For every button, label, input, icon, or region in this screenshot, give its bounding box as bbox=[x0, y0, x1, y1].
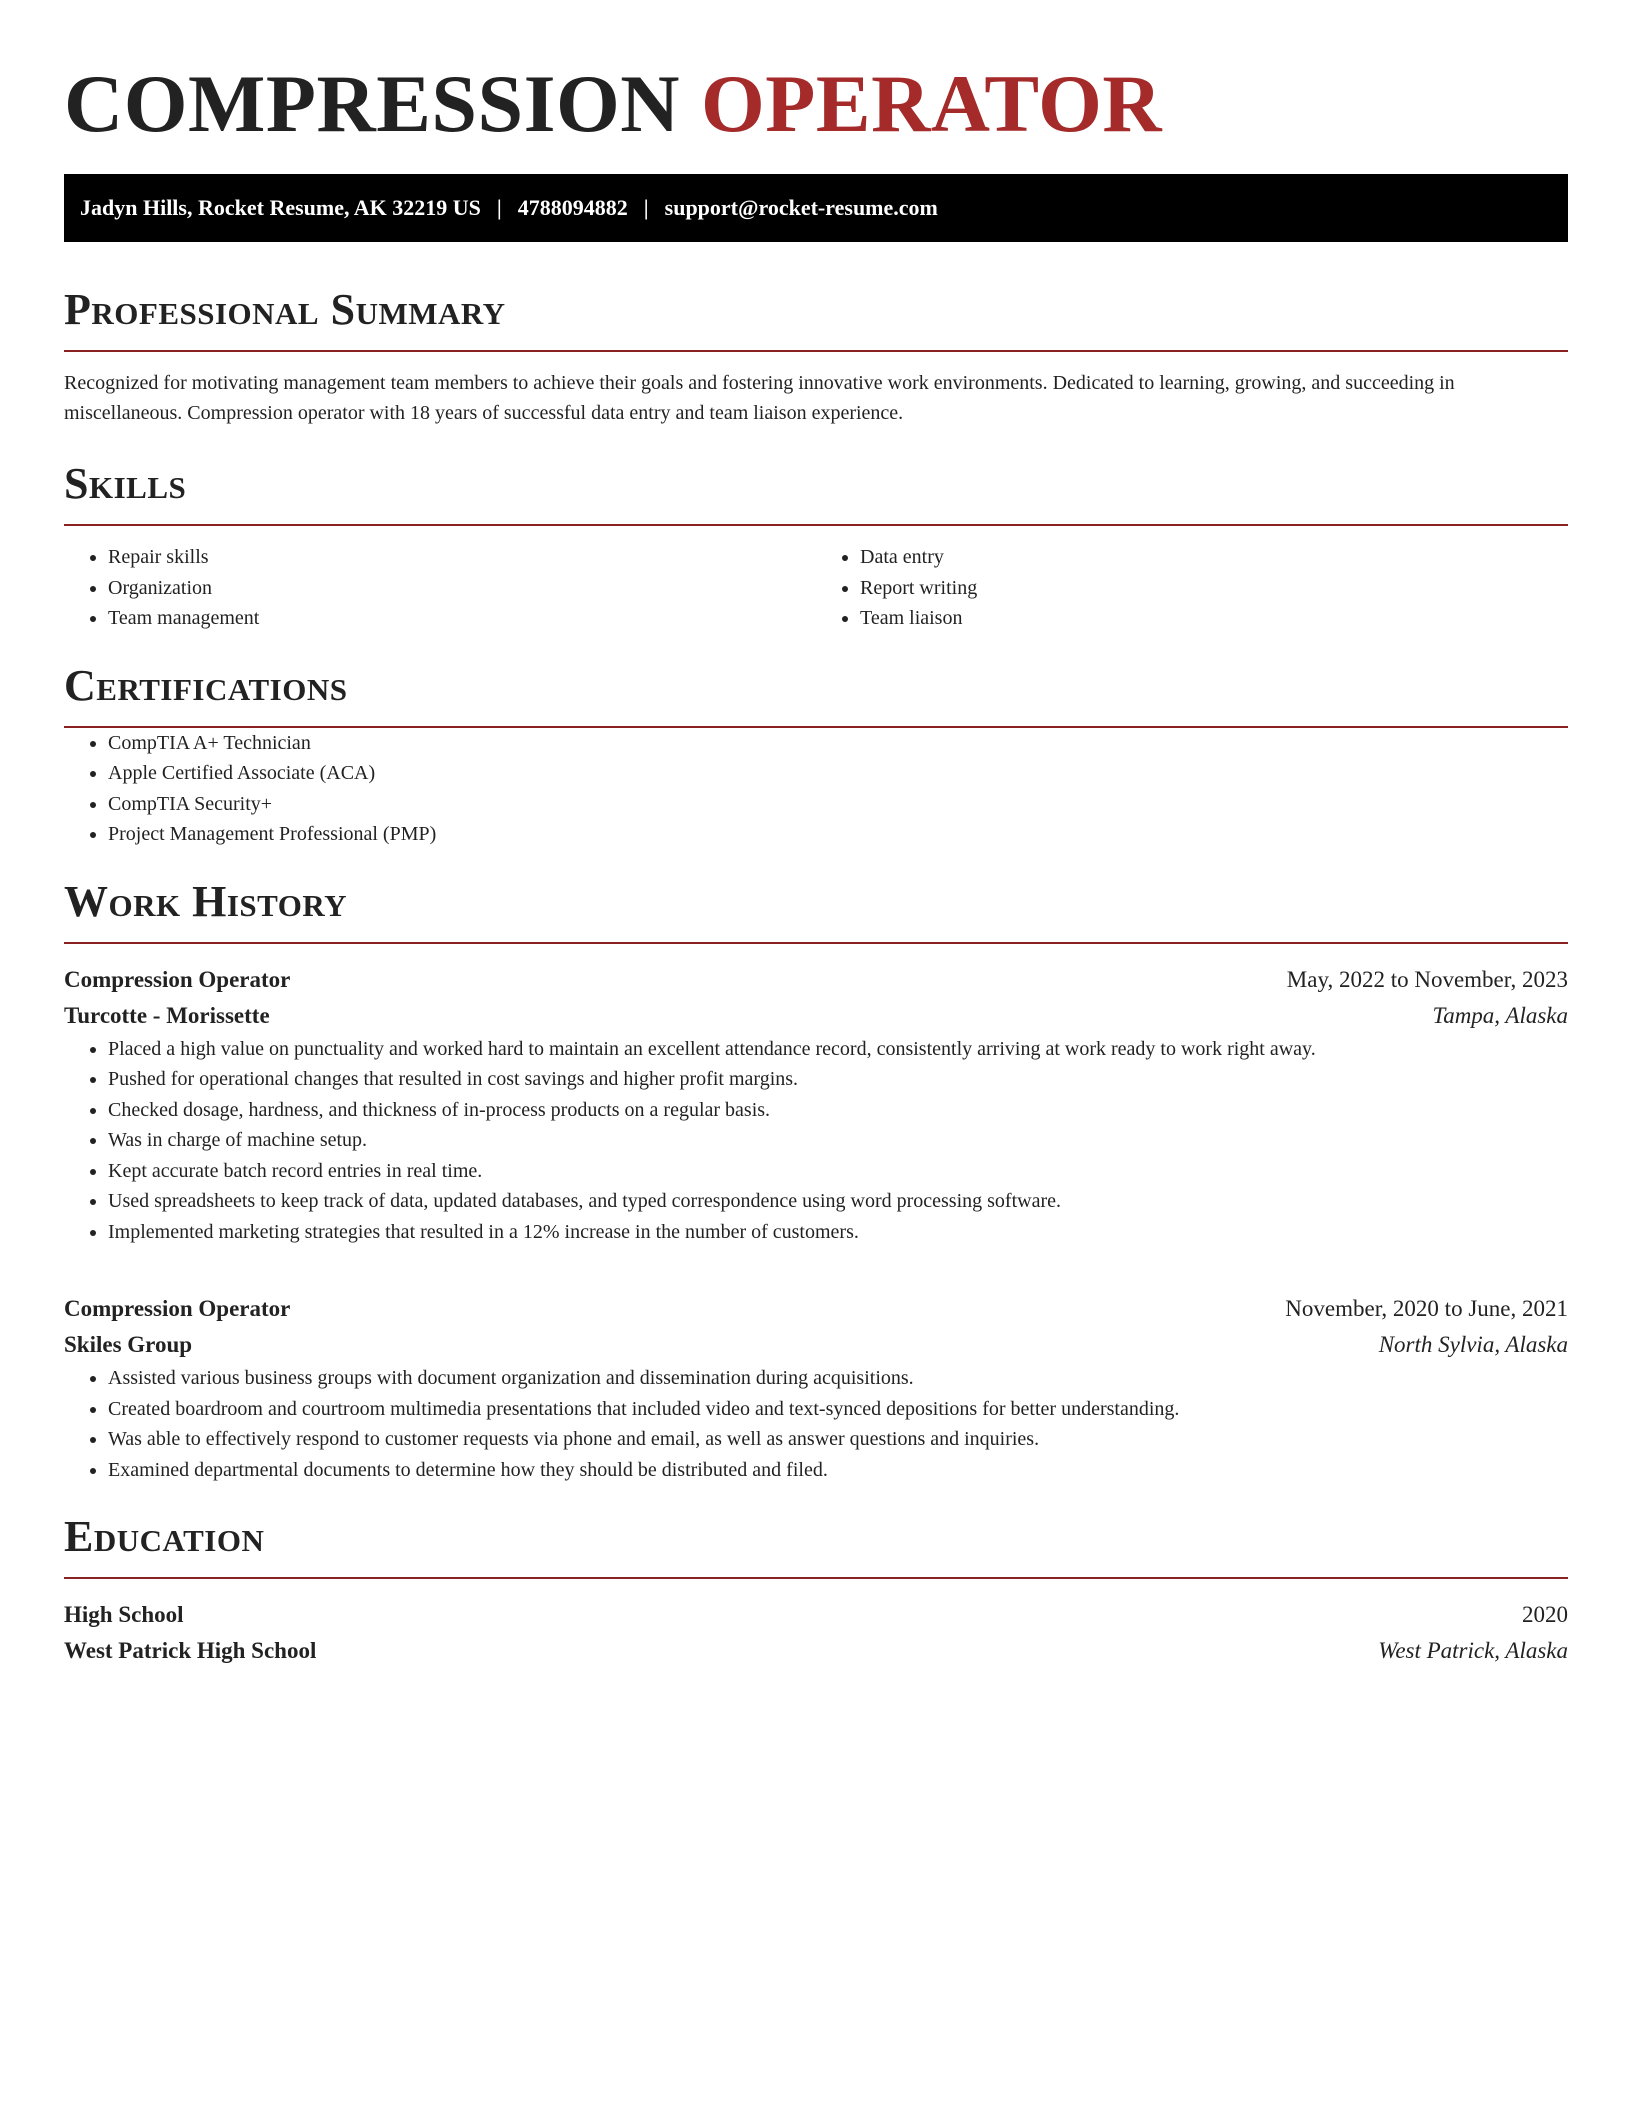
education-heading: Education bbox=[64, 1512, 265, 1561]
job-dates: November, 2020 to June, 2021 bbox=[1285, 1296, 1568, 1321]
job-header-row bbox=[64, 1291, 1568, 1327]
certifications-heading: Certifications bbox=[64, 660, 348, 710]
job-duty: • Created boardroom and courtroom multimedia presentations that included video and text-synced depositions for better understanding. bbox=[108, 1394, 1568, 1425]
education-section bbox=[64, 1511, 1568, 1669]
job-duty: • Used spreadsheets to keep track of data, updated databases, and typed correspondence using word processing software. bbox=[108, 1186, 1568, 1217]
job-company: Skiles Group bbox=[64, 1332, 193, 1357]
job-location: North Sylvia, Alaska bbox=[1378, 1332, 1568, 1357]
contact-address: Jadyn Hills, Rocket Resume, AK 32219 US bbox=[80, 195, 481, 220]
work-history-heading: Work History bbox=[64, 876, 348, 926]
job-dates: May, 2022 to November, 2023 bbox=[1286, 966, 1568, 992]
skill-item: • Team management bbox=[108, 603, 816, 634]
skill-item: • Organization bbox=[108, 573, 816, 604]
education-entry bbox=[64, 1597, 1568, 1669]
work-history-section bbox=[64, 876, 1568, 1486]
job-duty: • Was in charge of machine setup. bbox=[108, 1125, 1568, 1156]
job-duty: • Examined departmental documents to determine how they should be distributed and filed. bbox=[108, 1455, 1568, 1486]
section-divider bbox=[64, 350, 1568, 352]
job-entry bbox=[64, 1291, 1568, 1485]
certification-item: • Project Management Professional (PMP) bbox=[108, 819, 1568, 850]
contact-separator: | bbox=[496, 195, 502, 220]
job-duty: • Pushed for operational changes that resulted in cost savings and higher profit margins. bbox=[108, 1064, 1568, 1095]
job-location: Tampa, Alaska bbox=[1432, 1002, 1568, 1028]
name-first-word: COMPRESSION bbox=[64, 58, 681, 149]
education-year: 2020 bbox=[1522, 1602, 1568, 1627]
job-duty: • Checked dosage, hardness, and thickness of in-process products on a regular basis. bbox=[108, 1095, 1568, 1126]
job-duty: • Was able to effectively respond to customer requests via phone and email, as well as answer questions and inquiries. bbox=[108, 1424, 1568, 1455]
contact-phone: 4788094882 bbox=[517, 195, 628, 220]
skills-heading: Skills bbox=[64, 459, 187, 508]
job-company-row bbox=[64, 998, 1568, 1034]
education-school-row bbox=[64, 1633, 1568, 1669]
skills-list-left bbox=[64, 542, 816, 634]
candidate-name bbox=[64, 0, 1568, 150]
certification-item: • CompTIA Security+ bbox=[108, 789, 1568, 820]
job-title: Compression Operator bbox=[64, 1296, 291, 1321]
education-school: West Patrick High School bbox=[64, 1638, 317, 1663]
summary-heading: Professional Summary bbox=[64, 285, 506, 334]
job-title: Compression Operator bbox=[64, 966, 291, 992]
certification-item: • CompTIA A+ Technician bbox=[108, 728, 1568, 759]
job-duty: • Assisted various business groups with document organization and dissemination during acquisitions. bbox=[108, 1363, 1568, 1394]
section-divider bbox=[64, 524, 1568, 526]
summary-section bbox=[64, 284, 1568, 428]
contact-email: support@rocket-resume.com bbox=[664, 195, 938, 220]
skills-section bbox=[64, 458, 1568, 634]
skill-item: • Team liaison bbox=[860, 603, 1568, 634]
certification-item: • Apple Certified Associate (ACA) bbox=[108, 758, 1568, 789]
certifications-section bbox=[64, 660, 1568, 850]
job-entry bbox=[64, 962, 1568, 1248]
summary-text: Recognized for motivating management team members to achieve their goals and fostering innovative work environments. Dedicated to learning, growing, and succeeding in miscellaneous. Compression operator with 18 years of successful data entry and team liaison experience. bbox=[64, 372, 1455, 424]
contact-bar bbox=[64, 174, 1568, 242]
job-duty: • Kept accurate batch record entries in real time. bbox=[108, 1156, 1568, 1187]
contact-separator: | bbox=[643, 195, 649, 220]
section-divider bbox=[64, 1577, 1568, 1579]
name-second-word: OPERATOR bbox=[701, 58, 1163, 149]
section-divider bbox=[64, 942, 1568, 944]
job-header-row bbox=[64, 962, 1568, 998]
job-company: Turcotte - Morissette bbox=[64, 1002, 270, 1028]
job-company-row bbox=[64, 1327, 1568, 1363]
education-location: West Patrick, Alaska bbox=[1378, 1638, 1568, 1663]
job-duty: • Implemented marketing strategies that resulted in a 12% increase in the number of customers. bbox=[108, 1217, 1568, 1248]
job-duties-list bbox=[64, 1034, 1568, 1248]
skill-item: • Report writing bbox=[860, 573, 1568, 604]
skills-grid bbox=[64, 542, 1568, 634]
skill-item: • Repair skills bbox=[108, 542, 816, 573]
education-degree-row bbox=[64, 1597, 1568, 1633]
education-degree: High School bbox=[64, 1602, 184, 1627]
job-duties-list bbox=[64, 1363, 1568, 1485]
certifications-list bbox=[64, 728, 1568, 850]
job-duty: • Placed a high value on punctuality and worked hard to maintain an excellent attendance record, consistently arriving at work ready to work right away. bbox=[108, 1034, 1568, 1065]
skills-list-right bbox=[816, 542, 1568, 634]
skill-item: • Data entry bbox=[860, 542, 1568, 573]
